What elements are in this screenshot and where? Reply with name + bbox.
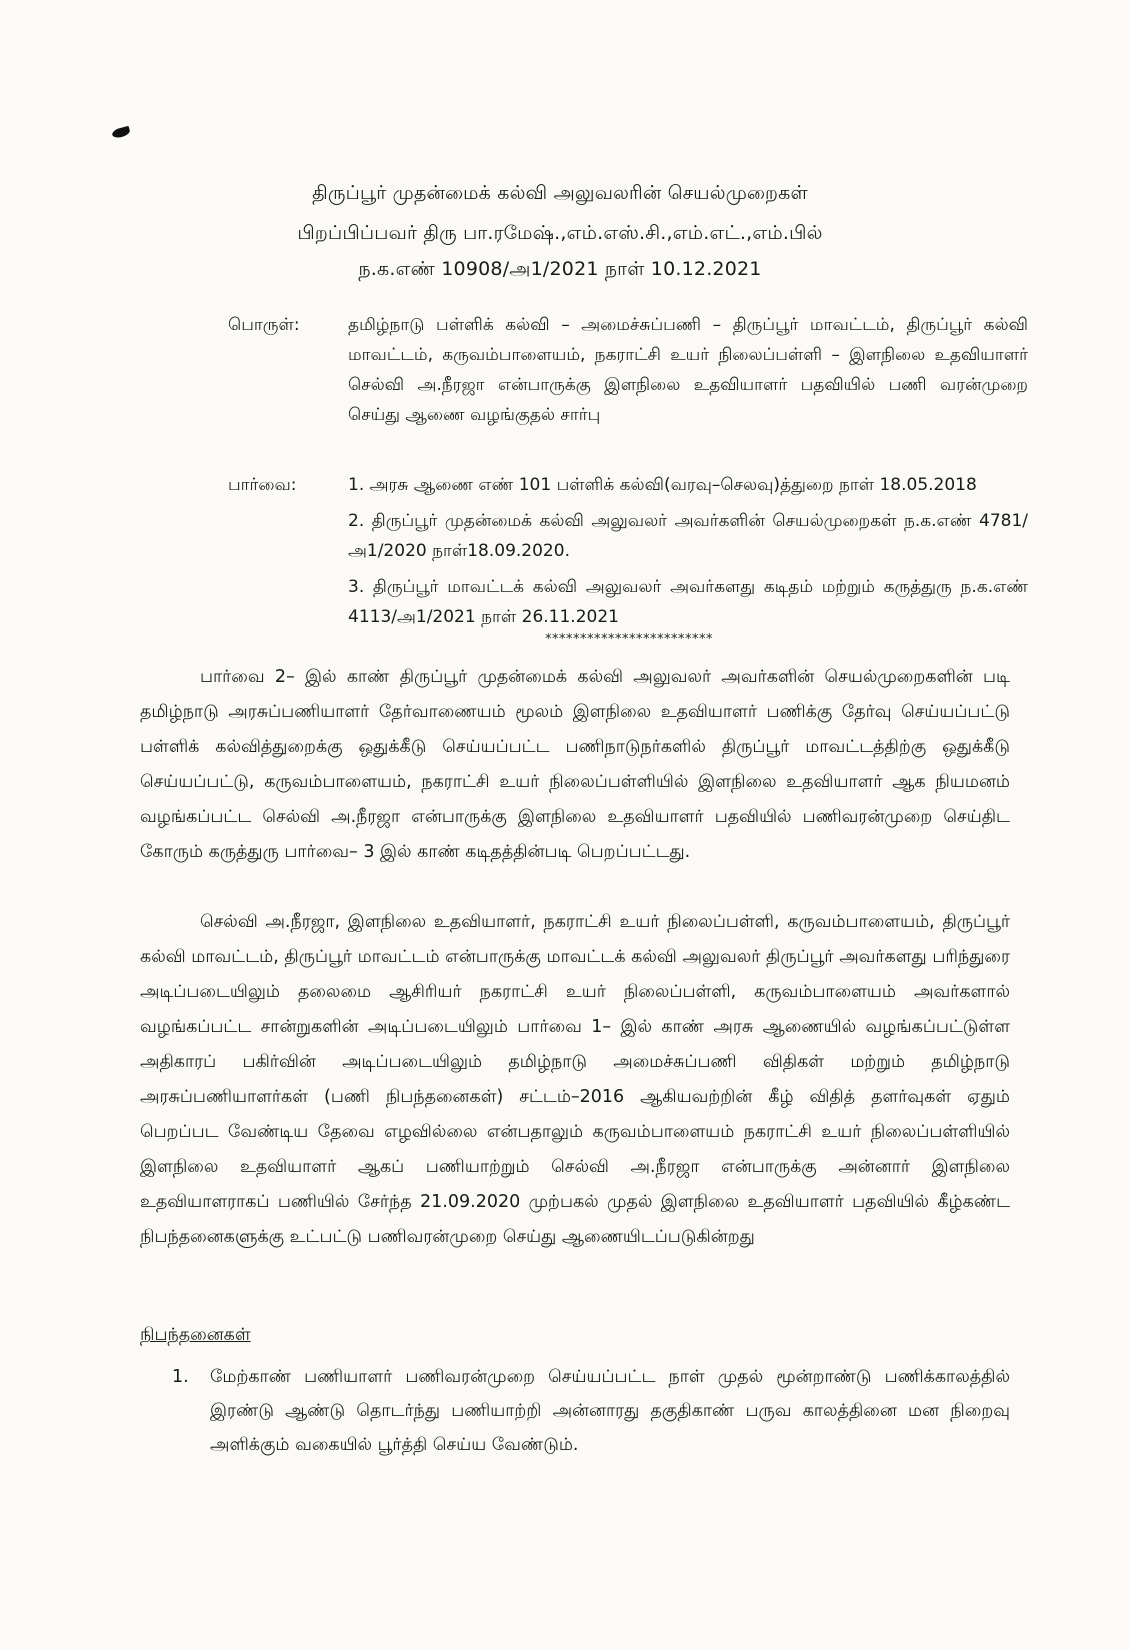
ink-mark xyxy=(111,126,131,139)
references-list xyxy=(348,470,1028,638)
separator-stars: ************************ xyxy=(545,632,713,647)
subject-text: தமிழ்நாடு பள்ளிக் கல்வி – அமைச்சுப்பணி – திருப்பூர் மாவட்டம், திருப்பூர் கல்வி மாவட்டம், கருவம்பாளையம், நகராட்சி உயர் நிலைப்பள்ளி – இளநிலை உதவியாளர் செல்வி அ.நீரஜா என்பாருக்கு இளநிலை உதவியாளர் பதவியில் பணி வரன்முறை செய்து ஆணை வழங்குதல் சார்பு xyxy=(348,315,1028,425)
condition-number: 1. xyxy=(172,1367,189,1387)
conditions-heading: நிபந்தனைகள் xyxy=(140,1325,251,1345)
issuer-line: பிறப்பிப்பவர் திரு பா.ரமேஷ்.,எம்.எஸ்.சி.,எம்.எட்.,எம்.பில் xyxy=(297,222,823,244)
reference-item: 2. திருப்பூர் முதன்மைக் கல்வி அலுவலர் அவர்களின் செயல்முறைகள் ந.க.எண் 4781/அ1/2020 நாள்18.09.2020. xyxy=(348,511,1028,561)
references-label: பார்வை: xyxy=(228,475,297,495)
reference-number-line: ந.க.எண் 10908/அ1/2021 நாள் 10.12.2021 xyxy=(358,258,762,280)
reference-item: 3. திருப்பூர் மாவட்டக் கல்வி அலுவலர் அவர்களது கடிதம் மற்றும் கருத்துரு ந.க.எண் 4113/அ1/2021 நாள் 26.11.2021 xyxy=(348,577,1028,627)
body-paragraph-2: செல்வி அ.நீரஜா, இளநிலை உதவியாளர், நகராட்சி உயர் நிலைப்பள்ளி, கருவம்பாளையம், திருப்பூர் கல்வி மாவட்டம், திருப்பூர் மாவட்டம் என்பாருக்கு மாவட்டக் கல்வி அலுவலர் திருப்பூர் அவர்களது பரிந்துரை அடிப்படையிலும் தலைமை ஆசிரியர் நகராட்சி உயர் நிலைப்பள்ளி, கருவம்பாளையம் அவர்களால் வழங்கப்பட்ட சான்றுகளின் அடிப்படையிலும் பார்வை 1– இல் காண் அரசு ஆணையில் வழங்கப்பட்டுள்ள அதிகாரப் பகிர்வின் அடிப்படையிலும் தமிழ்நாடு அமைச்சுப்பணி விதிகள் மற்றும் தமிழ்நாடு அரசுப்பணியாளர்கள் (பணி நிபந்தனைகள்) சட்டம்–2016 ஆகியவற்றின் கீழ் விதித் தளர்வுகள் ஏதும் பெறப்பட வேண்டிய தேவை எழவில்லை என்பதாலும் கருவம்பாளையம் நகராட்சி உயர் நிலைப்பள்ளியில் இளநிலை உதவியாளர் ஆகப் பணியாற்றும் செல்வி அ.நீரஜா என்பாருக்கு அன்னார் இளநிலை உதவியாளராகப் பணியில் சேர்ந்த 21.09.2020 முற்பகல் முதல் இளநிலை உதவியாளர் பதவியில் கீழ்கண்ட நிபந்தனைகளுக்கு உட்பட்டு பணிவரன்முறை செய்து ஆணையிடப்படுகின்றது xyxy=(140,912,1010,1247)
body-paragraph-1: பார்வை 2– இல் காண் திருப்பூர் முதன்மைக் கல்வி அலுவலர் அவர்களின் செயல்முறைகளின் படி தமிழ்நாடு அரசுப்பணியாளர் தேர்வாணையம் மூலம் இளநிலை உதவியாளர் பணிக்கு தேர்வு செய்யப்பட்டு பள்ளிக் கல்வித்துறைக்கு ஒதுக்கீடு செய்யப்பட்ட பணிநாடுநர்களில் திருப்பூர் மாவட்டத்திற்கு ஒதுக்கீடு செய்யப்பட்டு, கருவம்பாளையம், நகராட்சி உயர் நிலைப்பள்ளியில் இளநிலை உதவியாளர் ஆக நியமனம் வழங்கப்பட்ட செல்வி அ.நீரஜா என்பாருக்கு இளநிலை உதவியாளர் பதவியில் பணிவரன்முறை செய்திட கோரும் கருத்துரு பார்வை– 3 இல் காண் கடிதத்தின்படி பெறப்பட்டது. xyxy=(140,667,1010,862)
reference-item: 1. அரசு ஆணை எண் 101 பள்ளிக் கல்வி(வரவு–செலவு)த்துறை நாள் 18.05.2018 xyxy=(348,475,977,495)
condition-text: மேற்காண் பணியாளர் பணிவரன்முறை செய்யப்பட்ட நாள் முதல் மூன்றாண்டு பணிக்காலத்தில் இரண்டு ஆண்டு தொடர்ந்து பணியாற்றி அன்னாரது தகுதிகாண் பருவ காலத்தினை மன நிறைவு அளிக்கும் வகையில் பூர்த்தி செய்ய வேண்டும். xyxy=(210,1367,1010,1455)
office-title: திருப்பூர் முதன்மைக் கல்வி அலுவலரின் செயல்முறைகள் xyxy=(312,182,808,204)
subject-label: பொருள்: xyxy=(228,315,300,335)
